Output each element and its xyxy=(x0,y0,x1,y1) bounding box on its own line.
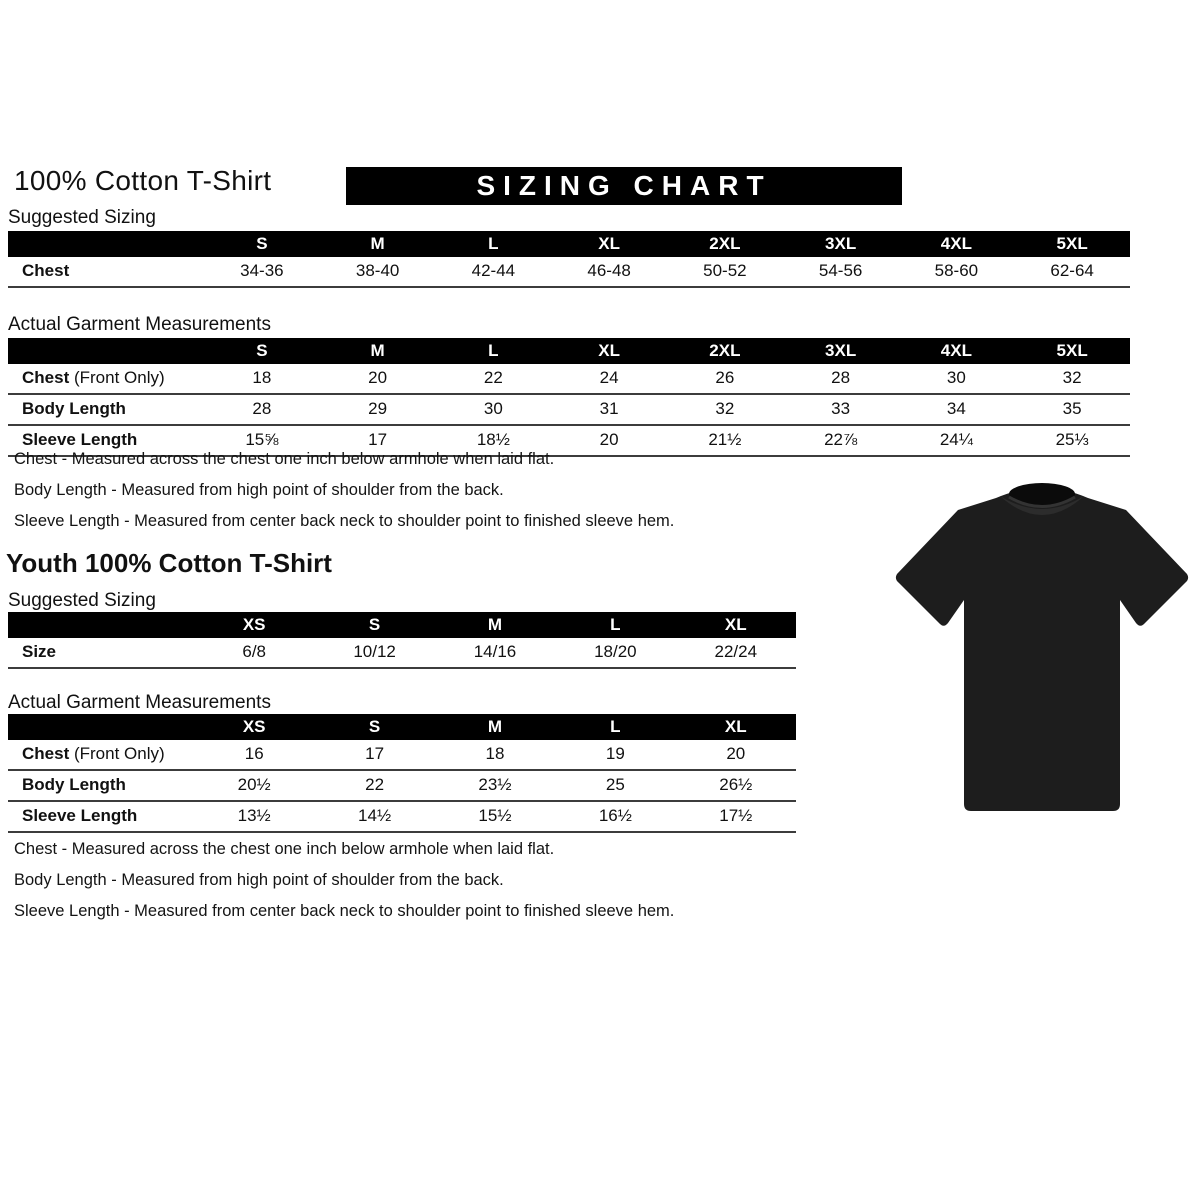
size-column-header: S xyxy=(314,612,434,638)
measurement-value-cell: 30 xyxy=(946,368,966,387)
measurement-value-cell: 14/16 xyxy=(473,642,517,661)
size-column-header: XL xyxy=(551,338,667,364)
measurement-value-cell: 22 xyxy=(483,368,503,387)
measurement-value-cell: 23½ xyxy=(478,775,512,794)
adult-actual-measurements-table xyxy=(8,338,1130,457)
size-header-row xyxy=(8,338,1130,364)
size-column-header: L xyxy=(436,338,552,364)
size-column-header: M xyxy=(435,714,555,740)
size-column-header: XL xyxy=(551,231,667,257)
measurement-value-cell: 25 xyxy=(605,775,625,794)
youth-actual-measurements-table xyxy=(8,714,796,833)
header-corner-cell xyxy=(8,231,204,257)
measurement-row xyxy=(8,770,796,801)
measurement-value-cell: 30 xyxy=(483,399,503,418)
measurement-value-cell: 32 xyxy=(715,399,735,418)
measurement-value-cell: 46-48 xyxy=(587,261,631,280)
size-column-header: XL xyxy=(676,714,796,740)
measurement-value-cell: 17½ xyxy=(719,806,753,825)
size-column-header: L xyxy=(436,231,552,257)
size-column-header: L xyxy=(555,714,675,740)
measurement-value-cell: 17 xyxy=(365,744,385,763)
youth-actual-measurements-heading: Actual Garment Measurements xyxy=(8,692,271,713)
measurement-value-cell: 20 xyxy=(726,744,746,763)
size-header-row xyxy=(8,714,796,740)
size-column-header: M xyxy=(320,231,436,257)
youth-suggested-sizing-table xyxy=(8,612,796,669)
size-column-header: 4XL xyxy=(899,338,1015,364)
measurement-value-cell: 20 xyxy=(599,430,619,449)
size-column-header: 2XL xyxy=(667,338,783,364)
row-label: Size xyxy=(22,642,57,661)
size-column-header: L xyxy=(555,612,675,638)
measurement-value-cell: 21½ xyxy=(708,430,742,449)
size-column-header: 3XL xyxy=(783,231,899,257)
row-label: Chest xyxy=(22,744,70,763)
measurement-row xyxy=(8,740,796,770)
measurement-value-cell: 62-64 xyxy=(1050,261,1094,280)
header-corner-cell xyxy=(8,338,204,364)
body-length-note: Body Length - Measured from high point of shoulder from the back. xyxy=(14,481,504,499)
chest-note: Chest - Measured across the chest one inch below armhole when laid flat. xyxy=(14,450,555,468)
measurement-value-cell: 22⅞ xyxy=(824,430,858,449)
measurement-value-cell: 28 xyxy=(252,399,272,418)
row-label-cell: Chest (Front Only) xyxy=(22,368,165,387)
measurement-value-cell: 18 xyxy=(252,368,272,387)
measurement-value-cell: 32 xyxy=(1062,368,1082,387)
measurement-value-cell: 22 xyxy=(365,775,385,794)
measurement-row xyxy=(8,801,796,832)
youth-section-title: Youth 100% Cotton T-Shirt xyxy=(6,548,332,578)
measurement-value-cell: 38-40 xyxy=(355,261,400,280)
size-column-header: S xyxy=(314,714,434,740)
adult-suggested-sizing-table xyxy=(8,231,1130,288)
measurement-value-cell: 18 xyxy=(485,744,505,763)
youth-suggested-sizing-heading: Suggested Sizing xyxy=(8,590,156,611)
size-column-header: XS xyxy=(194,612,314,638)
measurement-value-cell: 24¼ xyxy=(939,430,973,449)
measurement-value-cell: 18/20 xyxy=(594,642,637,661)
row-label: Body Length xyxy=(22,775,126,794)
size-column-header: M xyxy=(320,338,436,364)
sleeve-length-note: Sleeve Length - Measured from center back neck to shoulder point to finished sleeve hem. xyxy=(14,902,675,920)
measurement-value-cell: 18½ xyxy=(476,430,510,449)
adult-actual-measurements-heading: Actual Garment Measurements xyxy=(8,314,271,335)
measurement-row xyxy=(8,364,1130,394)
measurement-value-cell: 54-56 xyxy=(818,261,863,280)
t-shirt-image xyxy=(890,474,1190,819)
size-column-header: 2XL xyxy=(667,231,783,257)
measurement-value-cell: 26 xyxy=(715,368,735,387)
row-label-cell xyxy=(8,770,194,801)
header-corner-cell xyxy=(8,714,194,740)
row-label: Sleeve Length xyxy=(22,806,138,825)
adult-measurement-notes xyxy=(14,450,674,543)
measurement-value-cell: 16 xyxy=(244,744,264,763)
row-label-cell xyxy=(8,638,194,668)
row-label: Sleeve Length xyxy=(22,430,138,449)
measurement-value-cell: 31 xyxy=(599,399,619,418)
row-label-cell: Chest (Front Only) xyxy=(22,744,165,763)
measurement-value-cell: 6/8 xyxy=(242,642,267,661)
measurement-value-cell: 35 xyxy=(1062,399,1082,418)
size-column-header: 5XL xyxy=(1014,231,1130,257)
measurement-value-cell: 15½ xyxy=(478,806,512,825)
measurement-value-cell: 34-36 xyxy=(240,261,284,280)
size-column-header: S xyxy=(204,338,320,364)
size-header-row xyxy=(8,612,796,638)
t-shirt-body xyxy=(896,488,1188,811)
adult-suggested-sizing-heading: Suggested Sizing xyxy=(8,207,156,228)
measurement-value-cell: 42-44 xyxy=(471,261,516,280)
header-corner-cell xyxy=(8,612,194,638)
youth-measurement-notes xyxy=(14,840,674,933)
measurement-value-cell: 19 xyxy=(605,744,625,763)
measurement-value-cell: 26½ xyxy=(719,775,753,794)
size-column-header: 5XL xyxy=(1014,338,1130,364)
measurement-value-cell: 22/24 xyxy=(714,642,758,661)
measurement-row xyxy=(8,257,1130,287)
measurement-value-cell: 20½ xyxy=(237,775,271,794)
sizing-chart-banner: SIZING CHART xyxy=(346,167,902,205)
body-length-note: Body Length - Measured from high point of shoulder from the back. xyxy=(14,871,504,889)
sleeve-length-note: Sleeve Length - Measured from center back neck to shoulder point to finished sleeve hem. xyxy=(14,512,675,530)
size-column-header: XS xyxy=(194,714,314,740)
measurement-value-cell: 24 xyxy=(599,368,619,387)
measurement-value-cell: 15⅝ xyxy=(245,430,279,449)
row-label-cell xyxy=(8,394,204,425)
size-column-header: M xyxy=(435,612,555,638)
measurement-value-cell: 10/12 xyxy=(353,642,396,661)
size-column-header: 4XL xyxy=(899,231,1015,257)
measurement-row xyxy=(8,394,1130,425)
measurement-value-cell: 50-52 xyxy=(703,261,747,280)
row-label-cell xyxy=(8,257,204,287)
measurement-value-cell: 13½ xyxy=(237,806,271,825)
measurement-value-cell: 28 xyxy=(831,368,851,387)
measurement-value-cell: 17 xyxy=(368,430,388,449)
size-column-header: S xyxy=(204,231,320,257)
row-label: Chest xyxy=(22,368,70,387)
size-column-header: 3XL xyxy=(783,338,899,364)
measurement-value-cell: 58-60 xyxy=(934,261,979,280)
row-label: Body Length xyxy=(22,399,126,418)
size-column-header: XL xyxy=(676,612,796,638)
chest-note: Chest - Measured across the chest one inch below armhole when laid flat. xyxy=(14,840,555,858)
measurement-value-cell: 20 xyxy=(368,368,388,387)
measurement-value-cell: 16½ xyxy=(598,806,632,825)
measurement-value-cell: 34 xyxy=(946,399,966,418)
measurement-value-cell: 33 xyxy=(831,399,851,418)
measurement-row xyxy=(8,638,796,668)
measurement-value-cell: 14½ xyxy=(358,806,392,825)
row-label: Chest xyxy=(22,261,70,280)
row-label-cell xyxy=(8,801,194,832)
adult-section-title: 100% Cotton T-Shirt xyxy=(14,165,272,196)
measurement-value-cell: 29 xyxy=(368,399,388,418)
measurement-value-cell: 25⅓ xyxy=(1055,430,1089,449)
size-header-row xyxy=(8,231,1130,257)
